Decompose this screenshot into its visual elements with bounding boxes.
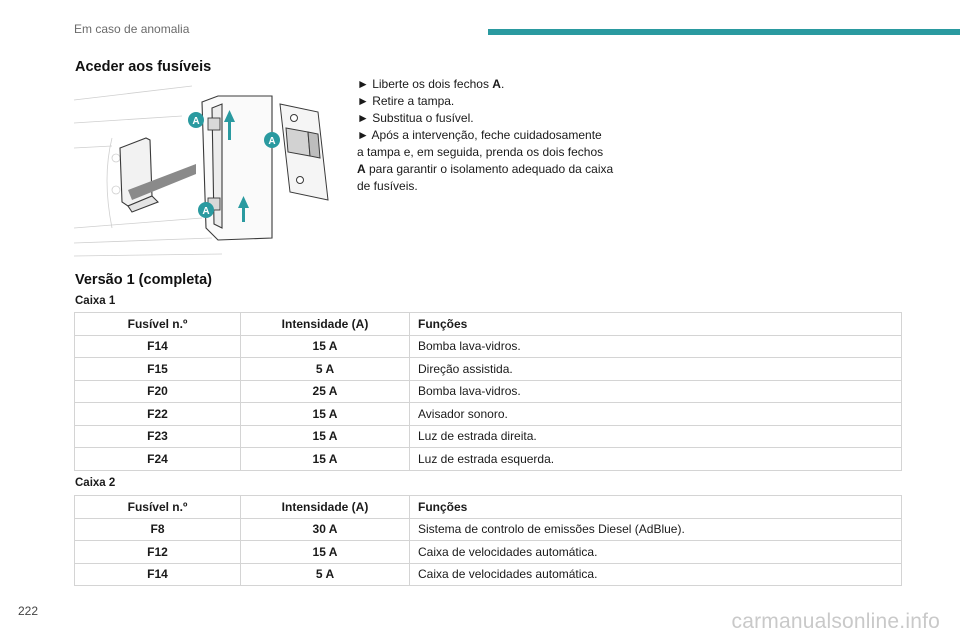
fuse-number: F14 (75, 335, 241, 358)
table-header-row (75, 313, 902, 336)
instruction-line: ► Retire a tampa. (357, 94, 455, 108)
fuse-function: Bomba lava-vidros. (410, 380, 902, 403)
instruction-line: A para garantir o isolamento adequado da caixa (357, 162, 614, 176)
instruction-line: a tampa e, em seguida, prenda os dois fechos (357, 145, 604, 159)
fuse-table-box-2 (74, 495, 902, 586)
table-row (75, 358, 902, 381)
fuse-number: F8 (75, 518, 241, 541)
fuse-amperage: 25 A (241, 380, 410, 403)
fuse-number: F23 (75, 425, 241, 448)
table-row (75, 518, 902, 541)
callout-a-label: A (202, 206, 210, 217)
fuse-number: F14 (75, 563, 241, 586)
fuse-function: Bomba lava-vidros. (410, 335, 902, 358)
fuse-table-box-1 (74, 312, 902, 471)
fuse-function: Caixa de velocidades automática. (410, 563, 902, 586)
fuse-number: F22 (75, 403, 241, 426)
fuse-amperage: 15 A (241, 448, 410, 471)
fuse-function: Luz de estrada direita. (410, 425, 902, 448)
column-header: Fusível n.º (75, 313, 241, 336)
fuse-amperage: 15 A (241, 425, 410, 448)
fuse-amperage: 15 A (241, 335, 410, 358)
fuse-number: F24 (75, 448, 241, 471)
fuse-number: F20 (75, 380, 241, 403)
column-header: Fusível n.º (75, 496, 241, 519)
fuse-number: F15 (75, 358, 241, 381)
fuse-function: Avisador sonoro. (410, 403, 902, 426)
version-title: Versão 1 (completa) (75, 272, 212, 288)
fuse-amperage: 5 A (241, 563, 410, 586)
fuse-amperage: 15 A (241, 403, 410, 426)
watermark: carmanualsonline.info (731, 610, 940, 633)
page-number: 222 (18, 604, 39, 618)
instructions (357, 76, 627, 195)
box-2-label: Caixa 2 (75, 477, 116, 489)
column-header: Funções (410, 313, 902, 336)
table-row (75, 425, 902, 448)
fuse-function: Luz de estrada esquerda. (410, 448, 902, 471)
fuse-box-illustration (72, 78, 332, 258)
table-row (75, 541, 902, 564)
header-accent-bar (488, 29, 960, 35)
instruction-line: ► Após a intervenção, feche cuidadosamente (357, 128, 602, 142)
box-1-label: Caixa 1 (75, 295, 116, 307)
column-header: Funções (410, 496, 902, 519)
instruction-line: de fusíveis. (357, 179, 418, 193)
fuse-function: Direção assistida. (410, 358, 902, 381)
section-title: Aceder aos fusíveis (75, 59, 212, 75)
table-header-row (75, 496, 902, 519)
callout-a-label: A (192, 116, 200, 127)
fuse-amperage: 5 A (241, 358, 410, 381)
table-row (75, 563, 902, 586)
running-header: Em caso de anomalia (74, 22, 190, 36)
instruction-line: ► Liberte os dois fechos A. (357, 77, 505, 91)
table-row (75, 403, 902, 426)
fuse-function: Caixa de velocidades automática. (410, 541, 902, 564)
fuse-number: F12 (75, 541, 241, 564)
fuse-function: Sistema de controlo de emissões Diesel (AdBlue). (410, 518, 902, 541)
instruction-line: ► Substitua o fusível. (357, 111, 474, 125)
fuse-amperage: 15 A (241, 541, 410, 564)
table-row (75, 335, 902, 358)
table-row (75, 380, 902, 403)
table-row (75, 448, 902, 471)
callout-a-label: A (268, 136, 276, 147)
column-header: Intensidade (A) (241, 313, 410, 336)
fuse-amperage: 30 A (241, 518, 410, 541)
column-header: Intensidade (A) (241, 496, 410, 519)
